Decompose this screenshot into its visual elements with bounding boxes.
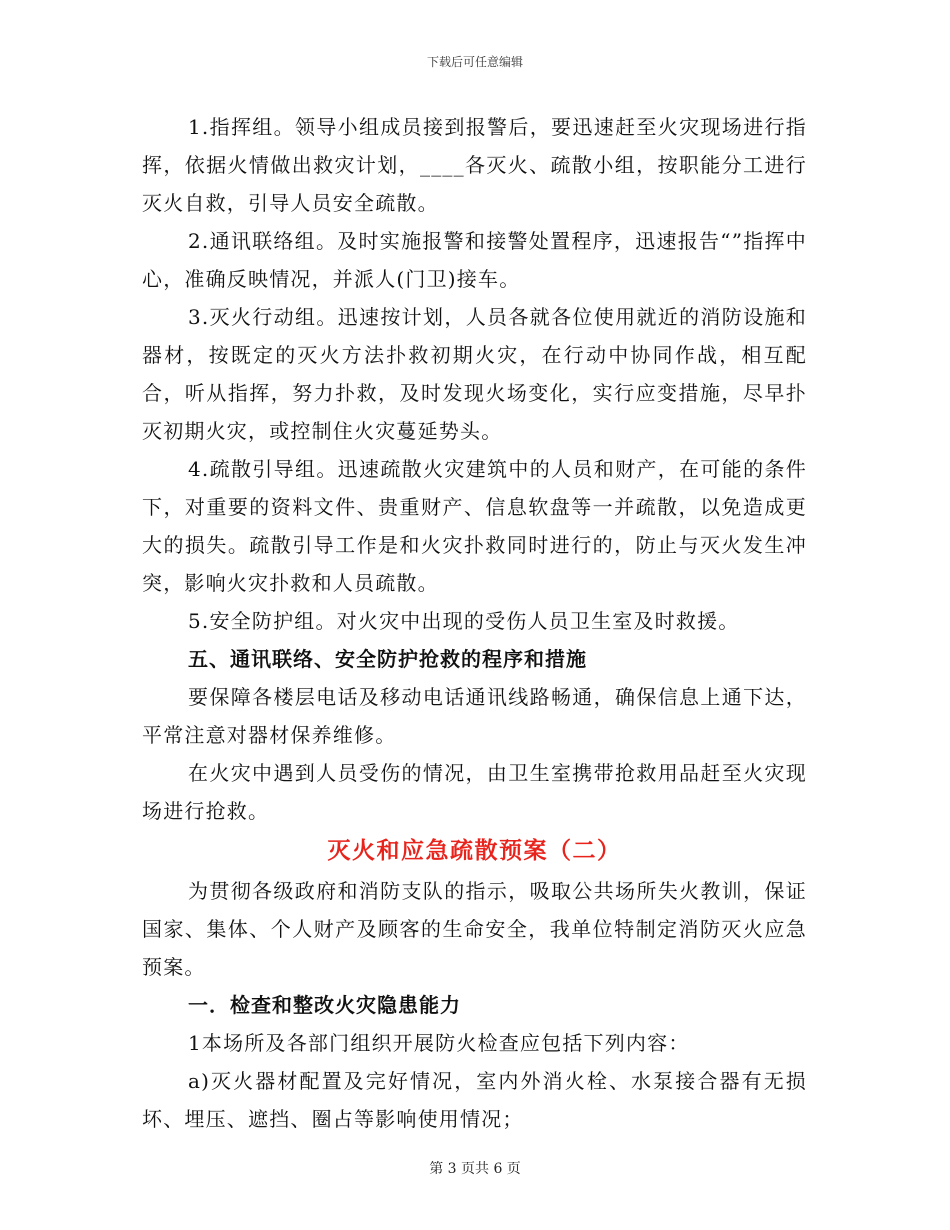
paragraph-safety-group: 5.安全防护组。对火灾中出现的受伤人员卫生室及时救援。: [188, 609, 740, 633]
paragraph-firefighting-group: 3.灭火行动组。迅速按计划，人员各就各位使用就近的消防设施和器材，按既定的灭火方法扑救初期火灾，在行动中协同作战，相互配合，听从指挥，努力扑救，及时发现火场变化，实行应变措施，尽早扑灭初期火灾，或控制住火灾蔓延势头。: [142, 305, 807, 443]
paragraph-evacuation-group: 4.疏散引导组。迅速疏散火灾建筑中的人员和财产，在可能的条件下，对重要的资料文件、贵重财产、信息软盘等一并疏散，以免造成更大的损失。疏散引导工作是和火灾扑救同时进行的，防止与灭火发生冲突，影响火灾扑救和人员疏散。: [142, 457, 807, 595]
paragraph-introduction: 为贯彻各级政府和消防支队的指示，吸取公共场所失火教训，保证国家、集体、个人财产及顾客的生命安全，我单位特制定消防灭火应急预案。: [142, 879, 807, 979]
paragraph-inspection-contents: 1本场所及各部门组织开展防火检查应包括下列内容：: [188, 1031, 690, 1055]
document-body: [142, 108, 807, 1138]
paragraph-injury-rescue: 在火灾中遇到人员受伤的情况，由卫生室携带抢救用品赶至火灾现场进行抢救。: [142, 761, 807, 823]
section-heading-five: 五、通讯联络、安全防护抢救的程序和措施: [188, 647, 587, 671]
document-title: 灭火和应急疏散预案（二）: [327, 838, 622, 864]
section-heading-one: 一．检查和整改火灾隐患能力: [188, 993, 461, 1017]
paragraph-command-group: 1.指挥组。领导小组成员接到报警后，要迅速赶至火灾现场进行指挥，依据火情做出救灾计划，____各灭火、疏散小组，按职能分工进行灭火自救，引导人员安全疏散。: [142, 115, 807, 215]
paragraph-communication-group: 2.通讯联络组。及时实施报警和接警处置程序，迅速报告“”指挥中心，准确反映情况，并派人(门卫)接车。: [142, 229, 807, 291]
paragraph-telephone-lines: 要保障各楼层电话及移动电话通讯线路畅通，确保信息上通下达，平常注意对器材保养维修。: [142, 685, 807, 747]
page-footer: 第 3 页共 6 页: [429, 1161, 521, 1177]
page-header: 下载后可任意编辑: [426, 55, 523, 69]
paragraph-item-a: a)灭火器材配置及完好情况，室内外消火栓、水泵接合器有无损坏、埋压、遮挡、圈占等影响使用情况；: [142, 1069, 807, 1131]
